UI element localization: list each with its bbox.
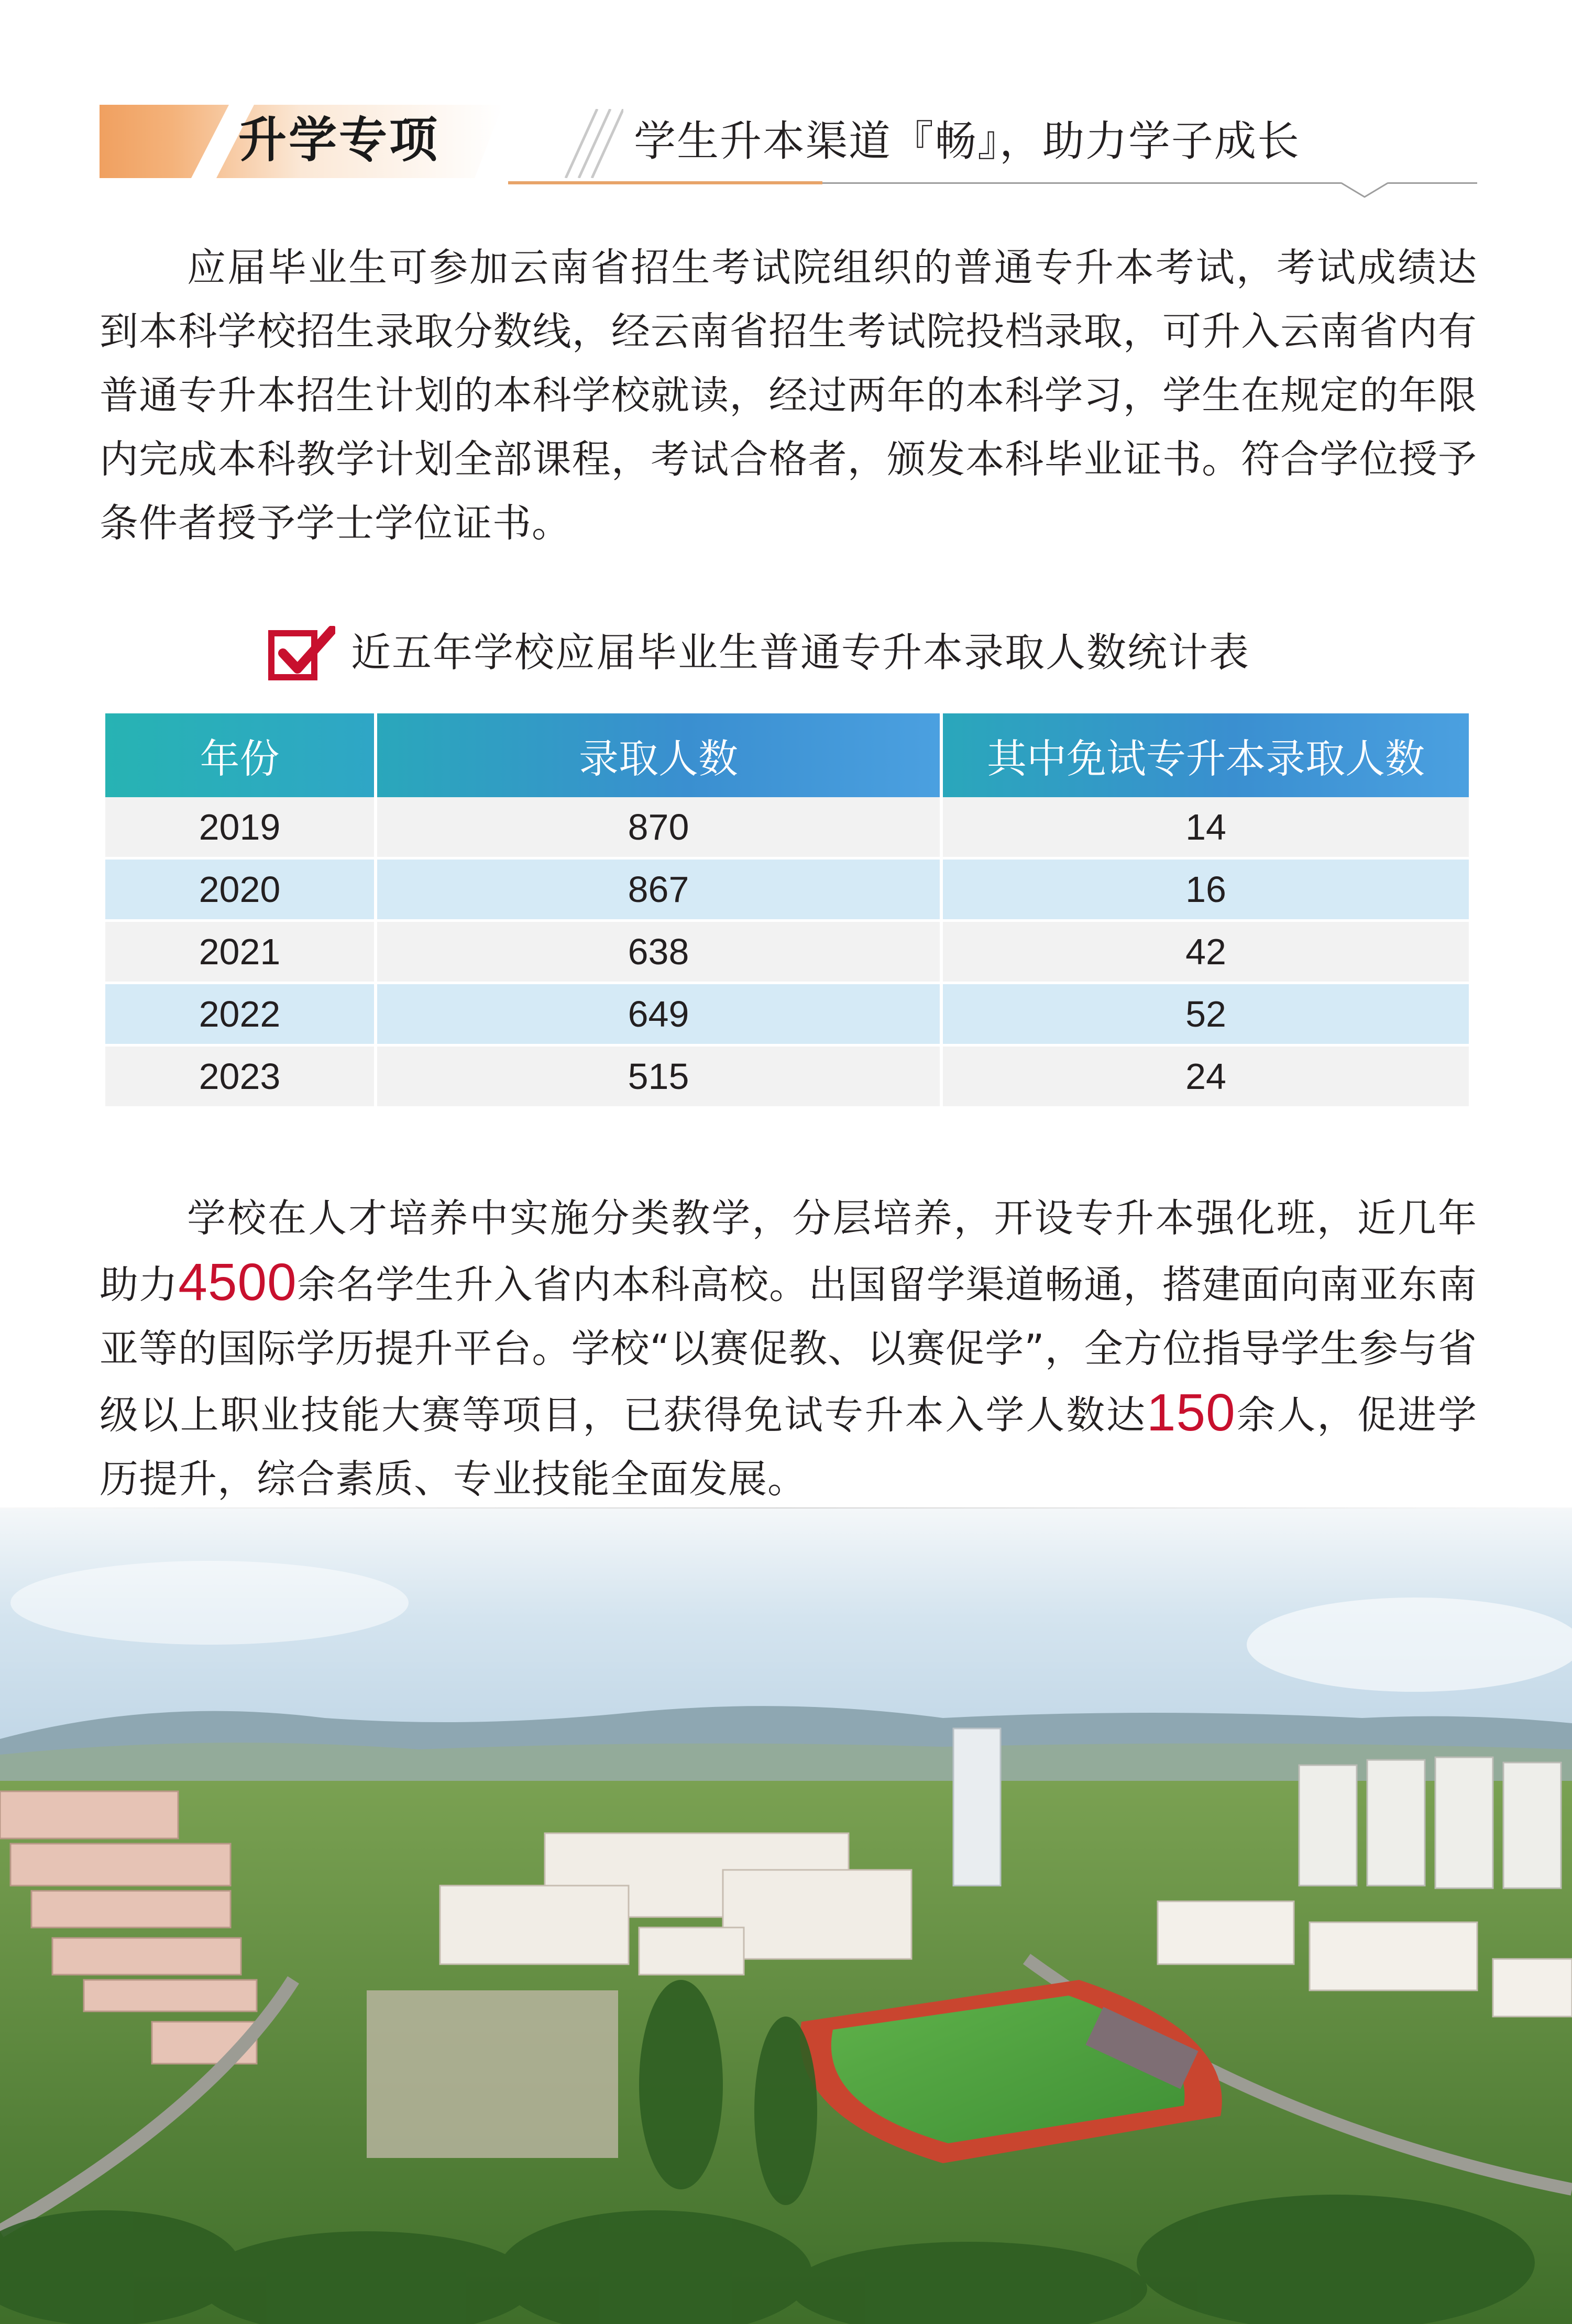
- table-row: [105, 984, 1469, 1047]
- column-header-admitted: 录取人数: [377, 713, 940, 797]
- cell-admitted: 870: [377, 797, 940, 860]
- cell-exam-free: 14: [943, 797, 1469, 860]
- column-header-exam-free: 其中免试专升本录取人数: [943, 713, 1469, 797]
- cell-exam-free: 24: [943, 1047, 1469, 1109]
- closing-text-part2: 余名学生升入省内本科高校。出国留学渠道畅通，搭建面向南亚东南亚等的国际学历提升平台。学校“以赛促教、以赛促学”，全方位指导学生参与省级以上职业技能大赛等项目，已获得免试专升本入学人数达: [100, 1262, 1478, 1438]
- cell-admitted: 649: [377, 984, 940, 1047]
- header-rule-accent: [508, 181, 822, 184]
- cell-year: 2019: [105, 797, 374, 860]
- table-title: [267, 621, 1367, 684]
- table-header-row: [105, 713, 1469, 797]
- cell-year: 2022: [105, 984, 374, 1047]
- intro-paragraph: [100, 236, 1477, 555]
- cell-admitted: 638: [377, 922, 940, 984]
- highlight-number-150: 150: [1146, 1383, 1236, 1442]
- cell-year: 2023: [105, 1047, 374, 1109]
- header-tag-text: 升学专项: [238, 112, 440, 168]
- cell-year: 2020: [105, 860, 374, 922]
- closing-text-part1: 学校在人才培养中实施分类教学，分层培养，开设专升本强化班，近几年助力: [100, 1196, 1477, 1307]
- table-title-text: 近五年学校应届毕业生普通专升本录取人数统计表: [351, 629, 1250, 676]
- table-row: [105, 797, 1469, 860]
- highlight-number-4500: 4500: [178, 1253, 297, 1312]
- header-rule-notch: [1341, 177, 1388, 198]
- campus-aerial-illustration: [0, 1508, 1572, 2324]
- campus-aerial-photo: [0, 1508, 1572, 2324]
- cell-exam-free: 42: [943, 922, 1469, 984]
- cell-admitted: 867: [377, 860, 940, 922]
- column-header-year: 年份: [105, 713, 374, 797]
- table-row: [105, 922, 1469, 984]
- intro-paragraph-text: 应届毕业生可参加云南省招生考试院组织的普通专升本考试，考试成绩达到本科学校招生录取分数线，经云南省招生考试院投档录取，可升入云南省内有普通专升本招生计划的本科学校就读，经过两年的本科学习，学生在规定的年限内完成本科教学计划全部课程，考试合格者，颁发本科毕业证书。符合学位授予条件者授予学士学位证书。: [100, 245, 1477, 546]
- closing-paragraph: [100, 1186, 1477, 1511]
- table-row: [105, 1047, 1469, 1109]
- header-subtitle: 学生升本渠道『畅』，助力学子成长: [634, 117, 1300, 166]
- checkbox-check-icon: [267, 626, 335, 684]
- section-header: [100, 105, 1477, 204]
- table-row: [105, 860, 1469, 922]
- admission-stats-table: [102, 713, 1472, 1109]
- cell-exam-free: 16: [943, 860, 1469, 922]
- cell-exam-free: 52: [943, 984, 1469, 1047]
- closing-text-part3: 余人，促进学历提升，综合素质、专业技能全面发展。: [100, 1393, 1478, 1502]
- cell-year: 2021: [105, 922, 374, 984]
- header-stripes-decoration: [560, 109, 623, 178]
- cell-admitted: 515: [377, 1047, 940, 1109]
